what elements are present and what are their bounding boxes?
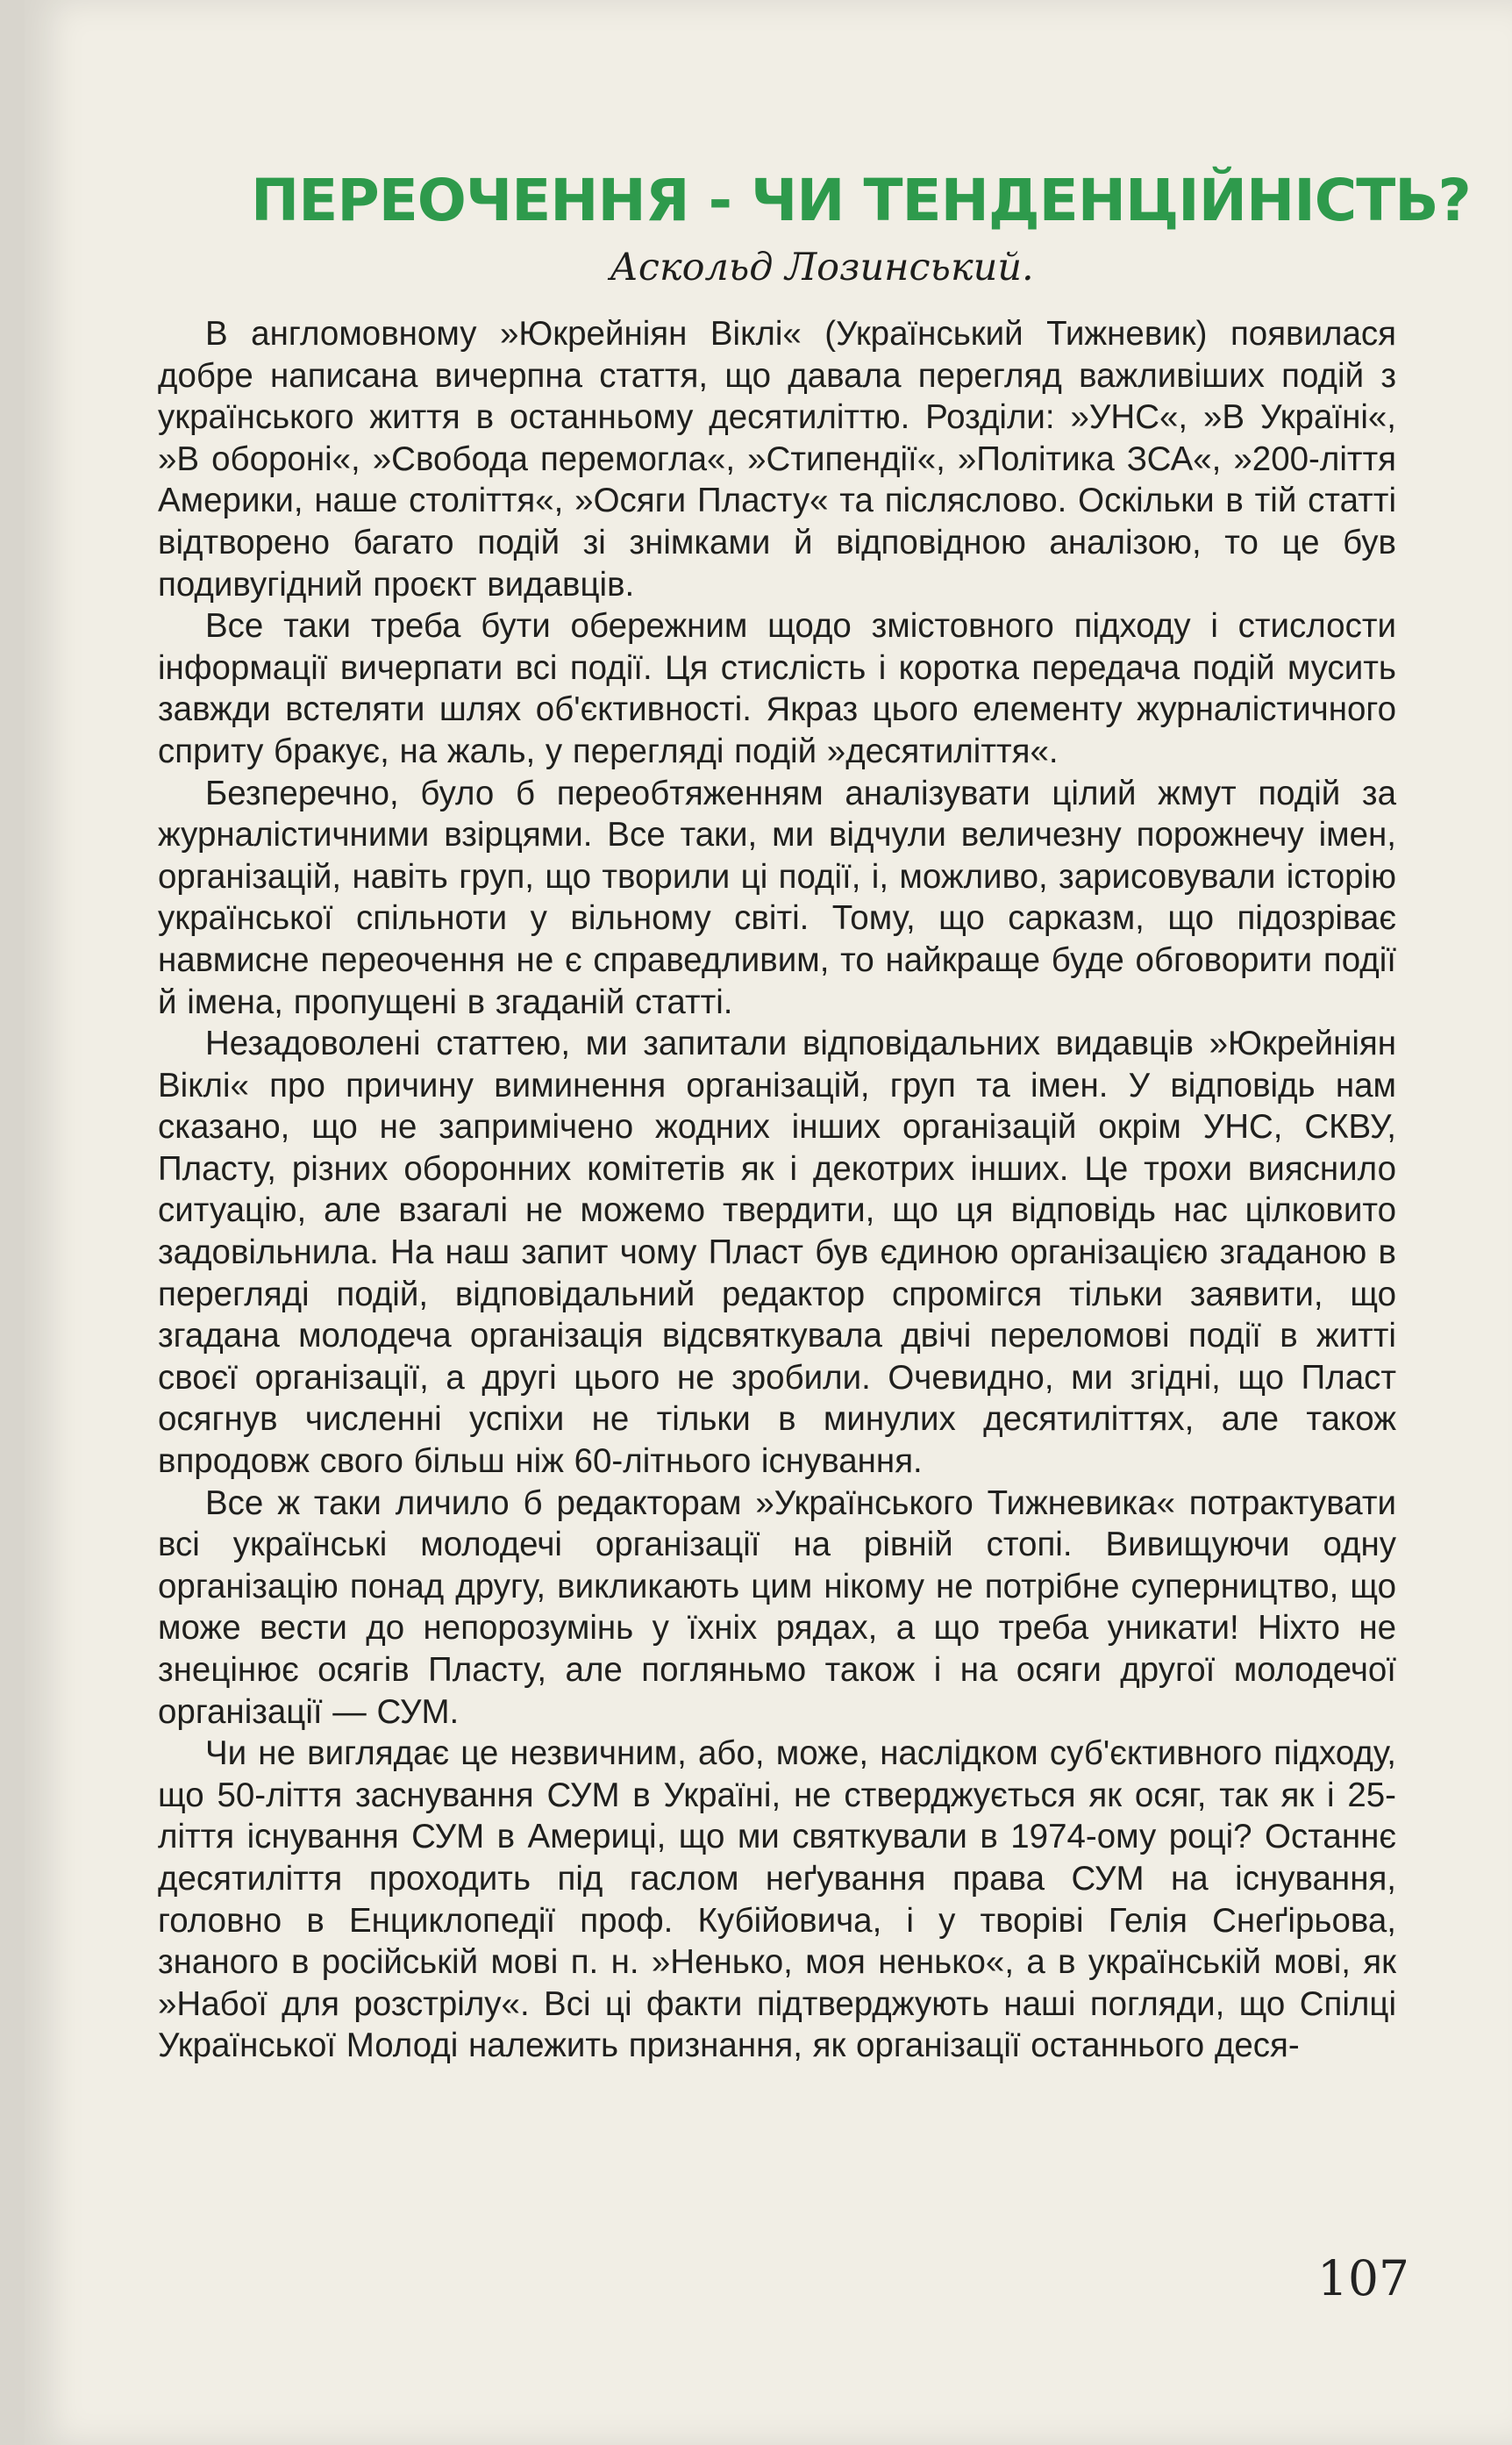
paragraph: В англомовному »Юкрейніян Віклі« (Український Тижневик) появилася добре написана вичерпна стаття, що давала перегляд важливіших подій з українського життя в останньому десятиліттю. Розділи: »УНС«, »В Україні«, »В обороні«, »Свобода перемогла«, »Стипендії«, »Політика ЗСА«, »200-ліття Америки, наше століття«, »Осяги Пласту« та післяслово. Оскільки в тій статті відтворено багато подій зі знімками й відповідною аналізою, то це був подивугідний проєкт видавців. — [158, 315, 1396, 604]
paragraph: Все ж таки личило б редакторам »Українського Тижневика« потрактувати всі українські молодечі організації на рівній стопі. Вивищуючи одну організацію понад другу, викликають цим нікому не потрібне суперництво, що може вести до непорозумінь у їхніх рядах, а що треба уникати! Ніхто не знецінює осягів Пласту, але погляньмо також і на осяги другої молодечої організації — СУМ. — [158, 1483, 1396, 1731]
article-author: Аскольд Лозинський. — [610, 246, 1034, 290]
paragraph: Все таки треба бути обережним щодо змістовного підходу і стислости інформації вичерпати всі події. Ця стислість і коротка передача подій мусить завжди встеляти шлях об'єктивності. Якраз цього елементу журналістичного сприту бракує, на жаль, у перегляді подій »десятиліття«. — [158, 607, 1396, 770]
paragraph: Незадоволені статтею, ми запитали відповідальних видавців »Юкрейніян Віклі« про причину виминення організацій, груп та імен. У відповідь нам сказано, що не запримічено жодних інших організацій окрім УНС, СКВУ, Пласту, різних оборонних комітетів як і декотрих інших. Це трохи вияснило ситуацію, але взагалі не можемо твердити, що ця відповідь нас цілковито задовільнила. На наш запит чому Пласт був єдиною організацією згаданою в перегляді подій, відповідальний редактор спромігся тільки заявити, що згадана молодеча організація відсвяткувала двічі переломові події в житті своєї організації, а другі цього не зробили. Очевидно, ми згідні, що Пласт осягнув численні успіхи не тільки в минулих десятиліттях, але також впродовж свого більш ніж 60-літнього існування. — [158, 1025, 1396, 1481]
article-title: ПЕРЕОЧЕННЯ - ЧИ ТЕНДЕНЦІЙНІСТЬ? — [251, 167, 1471, 234]
paragraph: Чи не виглядає це незвичним, або, може, наслідком суб'єктивного підходу, що 50-ліття заснування СУМ в Україні, не стверджується як осяг, так як і 25-ліття існування СУМ в Америці, що ми святкували в 1974-ому році? Останнє десятиліття проходить під гаслом неґування права СУМ на існування, головно в Енциклопедії проф. Кубійовича, і у творіві Гелія Снеґірьова, знаного в російській мові п. н. »Нeнькo, моя ненько«, а в українській мові, як »Набої для розстрілу«. Всі ці факти підтверджують наші погляди, що Спілці Української Молоді належить признання, як організації останнього деся- — [158, 1734, 1396, 2065]
page-number: 107 — [1317, 2250, 1409, 2306]
article-body — [158, 313, 1396, 2067]
paragraph: Безперечно, було б переобтяженням аналізувати цілий жмут подій за журналістичними взірцями. Все таки, ми відчули величезну порожнечу імен, організацій, навіть груп, що творили ці події, і, можливо, зарисовували історію української спільноти у вільному світі. Тому, що сарказм, що підозріває навмисне переочення не є справедливим, то найкраще буде обговорити події й імена, пропущені в згаданій статті. — [158, 774, 1396, 1021]
